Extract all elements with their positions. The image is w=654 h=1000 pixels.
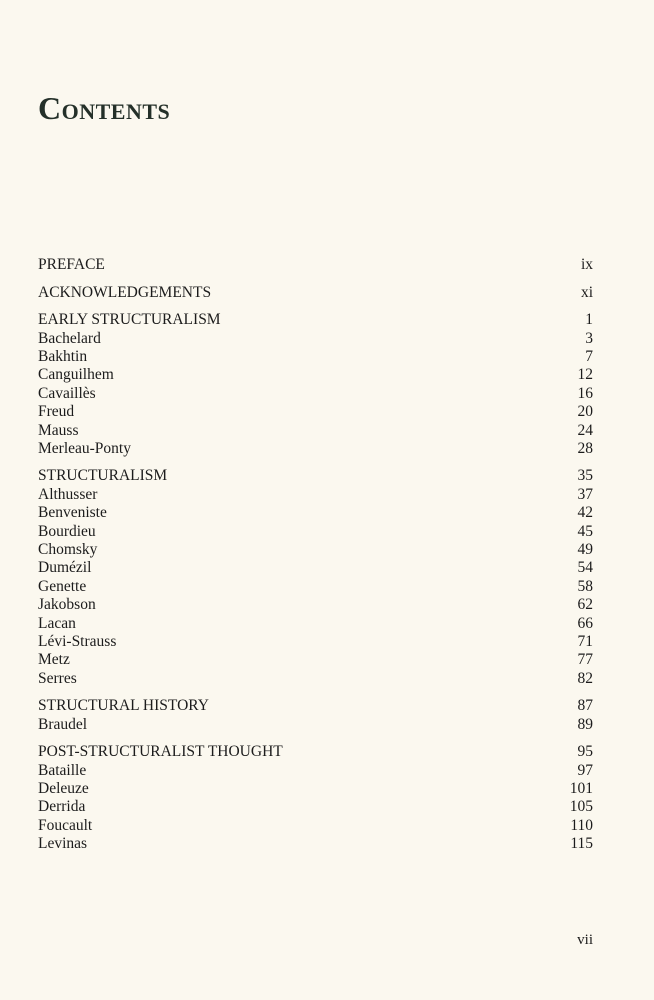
toc-section-heading (38, 284, 593, 302)
toc-entry (38, 835, 593, 853)
toc-entry-page: ix (580, 256, 593, 273)
toc-entry-page: xi (580, 283, 593, 301)
toc-entry-label: Jakobson (38, 596, 96, 614)
toc-section-heading (38, 311, 593, 329)
toc-entry (38, 596, 593, 614)
toc-entry-label: STRUCTURAL HISTORY (38, 697, 209, 715)
toc-entry-page: 45 (577, 522, 593, 540)
toc-entry (38, 504, 593, 522)
toc-entry-label: STRUCTURALISM (38, 467, 168, 485)
toc-entry-page: 66 (577, 614, 593, 632)
toc-entry (38, 366, 593, 384)
toc-section-heading (38, 256, 593, 274)
toc-entry-label: POST-STRUCTURALIST THOUGHT (38, 743, 283, 761)
toc-entry-label: PREFACE (38, 256, 105, 273)
toc-entry-label: Bakhtin (38, 347, 88, 365)
toc-entry-label: Bachelard (38, 329, 101, 347)
toc-entry-page: 95 (577, 743, 593, 761)
toc-entry-label: Genette (38, 577, 87, 595)
toc-entry (38, 578, 593, 596)
toc-entry (38, 440, 593, 458)
toc-entry (38, 780, 593, 798)
toc-entry-page: 97 (577, 761, 593, 779)
toc-entry-label: Deleuze (38, 780, 89, 798)
toc-entry (38, 422, 593, 440)
toc-section-heading (38, 743, 593, 761)
toc-entry-label: Cavaillès (38, 384, 96, 402)
toc-entry-page: 101 (569, 780, 593, 798)
toc-entry-page: 12 (577, 366, 593, 384)
toc-entry-page: 24 (577, 421, 593, 439)
toc-entry-label: Levinas (38, 835, 88, 853)
toc-entry-label: Metz (38, 651, 70, 669)
toc-entry-page: 110 (570, 816, 593, 834)
toc-entry-page: 16 (577, 384, 593, 402)
toc-entry (38, 615, 593, 633)
toc-entry (38, 403, 593, 421)
toc-entry-label: Merleau-Ponty (38, 439, 131, 457)
toc-entry-page: 71 (577, 632, 593, 650)
toc-entry-label: Foucault (38, 816, 93, 834)
toc-entry (38, 798, 593, 816)
toc-entry (38, 523, 593, 541)
section-gap (38, 274, 593, 283)
toc-entry (38, 385, 593, 403)
section-gap (38, 302, 593, 311)
toc-entry-label: Chomsky (38, 541, 98, 559)
toc-entry-page: 37 (577, 485, 593, 503)
page-title: Contents (38, 90, 171, 126)
toc-entry (38, 670, 593, 688)
toc-entry-page: 7 (585, 347, 593, 365)
toc-entry-page: 89 (577, 715, 593, 733)
toc-entry-label: Serres (38, 669, 77, 687)
toc-entry (38, 559, 593, 577)
toc-entry (38, 633, 593, 651)
toc-entry (38, 541, 593, 559)
toc-entry-page: 58 (577, 577, 593, 595)
toc-entry-label: Derrida (38, 798, 86, 816)
toc-entry-label: Canguilhem (38, 366, 114, 384)
toc-section-heading (38, 697, 593, 715)
toc-entry-page: 20 (577, 403, 593, 421)
toc-entry-label: Dumézil (38, 559, 92, 577)
toc-entry-page: 82 (577, 669, 593, 687)
toc-entry-label: Braudel (38, 715, 88, 733)
toc-entry (38, 486, 593, 504)
table-of-contents (38, 256, 593, 854)
toc-entry-page: 115 (570, 835, 593, 853)
toc-entry-page: 77 (577, 651, 593, 669)
toc-entry (38, 762, 593, 780)
toc-entry (38, 330, 593, 348)
section-gap (38, 458, 593, 467)
toc-entry-page: 3 (585, 329, 593, 347)
section-gap (38, 734, 593, 743)
toc-entry (38, 651, 593, 669)
toc-entry-label: Mauss (38, 421, 79, 439)
toc-entry-label: Lévi-Strauss (38, 632, 117, 650)
toc-entry-label: Lacan (38, 614, 76, 632)
toc-entry-page: 42 (577, 504, 593, 522)
toc-entry-label: Bataille (38, 761, 87, 779)
toc-entry (38, 348, 593, 366)
toc-entry-label: Benveniste (38, 504, 107, 522)
toc-entry-page: 28 (577, 439, 593, 457)
toc-entry (38, 817, 593, 835)
toc-entry-page: 87 (577, 697, 593, 715)
toc-entry-label: Bourdieu (38, 522, 96, 540)
section-gap (38, 688, 593, 697)
toc-entry-page: 1 (585, 311, 593, 329)
page-number: vii (577, 932, 593, 948)
toc-section-heading (38, 467, 593, 485)
toc-entry-label: EARLY STRUCTURALISM (38, 311, 221, 329)
toc-entry-page: 49 (577, 541, 593, 559)
toc-entry-label: Althusser (38, 485, 98, 503)
toc-entry-label: Freud (38, 403, 75, 421)
toc-entry-page: 54 (577, 559, 593, 577)
toc-entry-page: 62 (577, 596, 593, 614)
toc-entry-page: 105 (569, 798, 593, 816)
toc-entry-page: 35 (577, 467, 593, 485)
toc-entry-label: ACKNOWLEDGEMENTS (38, 283, 212, 301)
toc-entry (38, 716, 593, 734)
